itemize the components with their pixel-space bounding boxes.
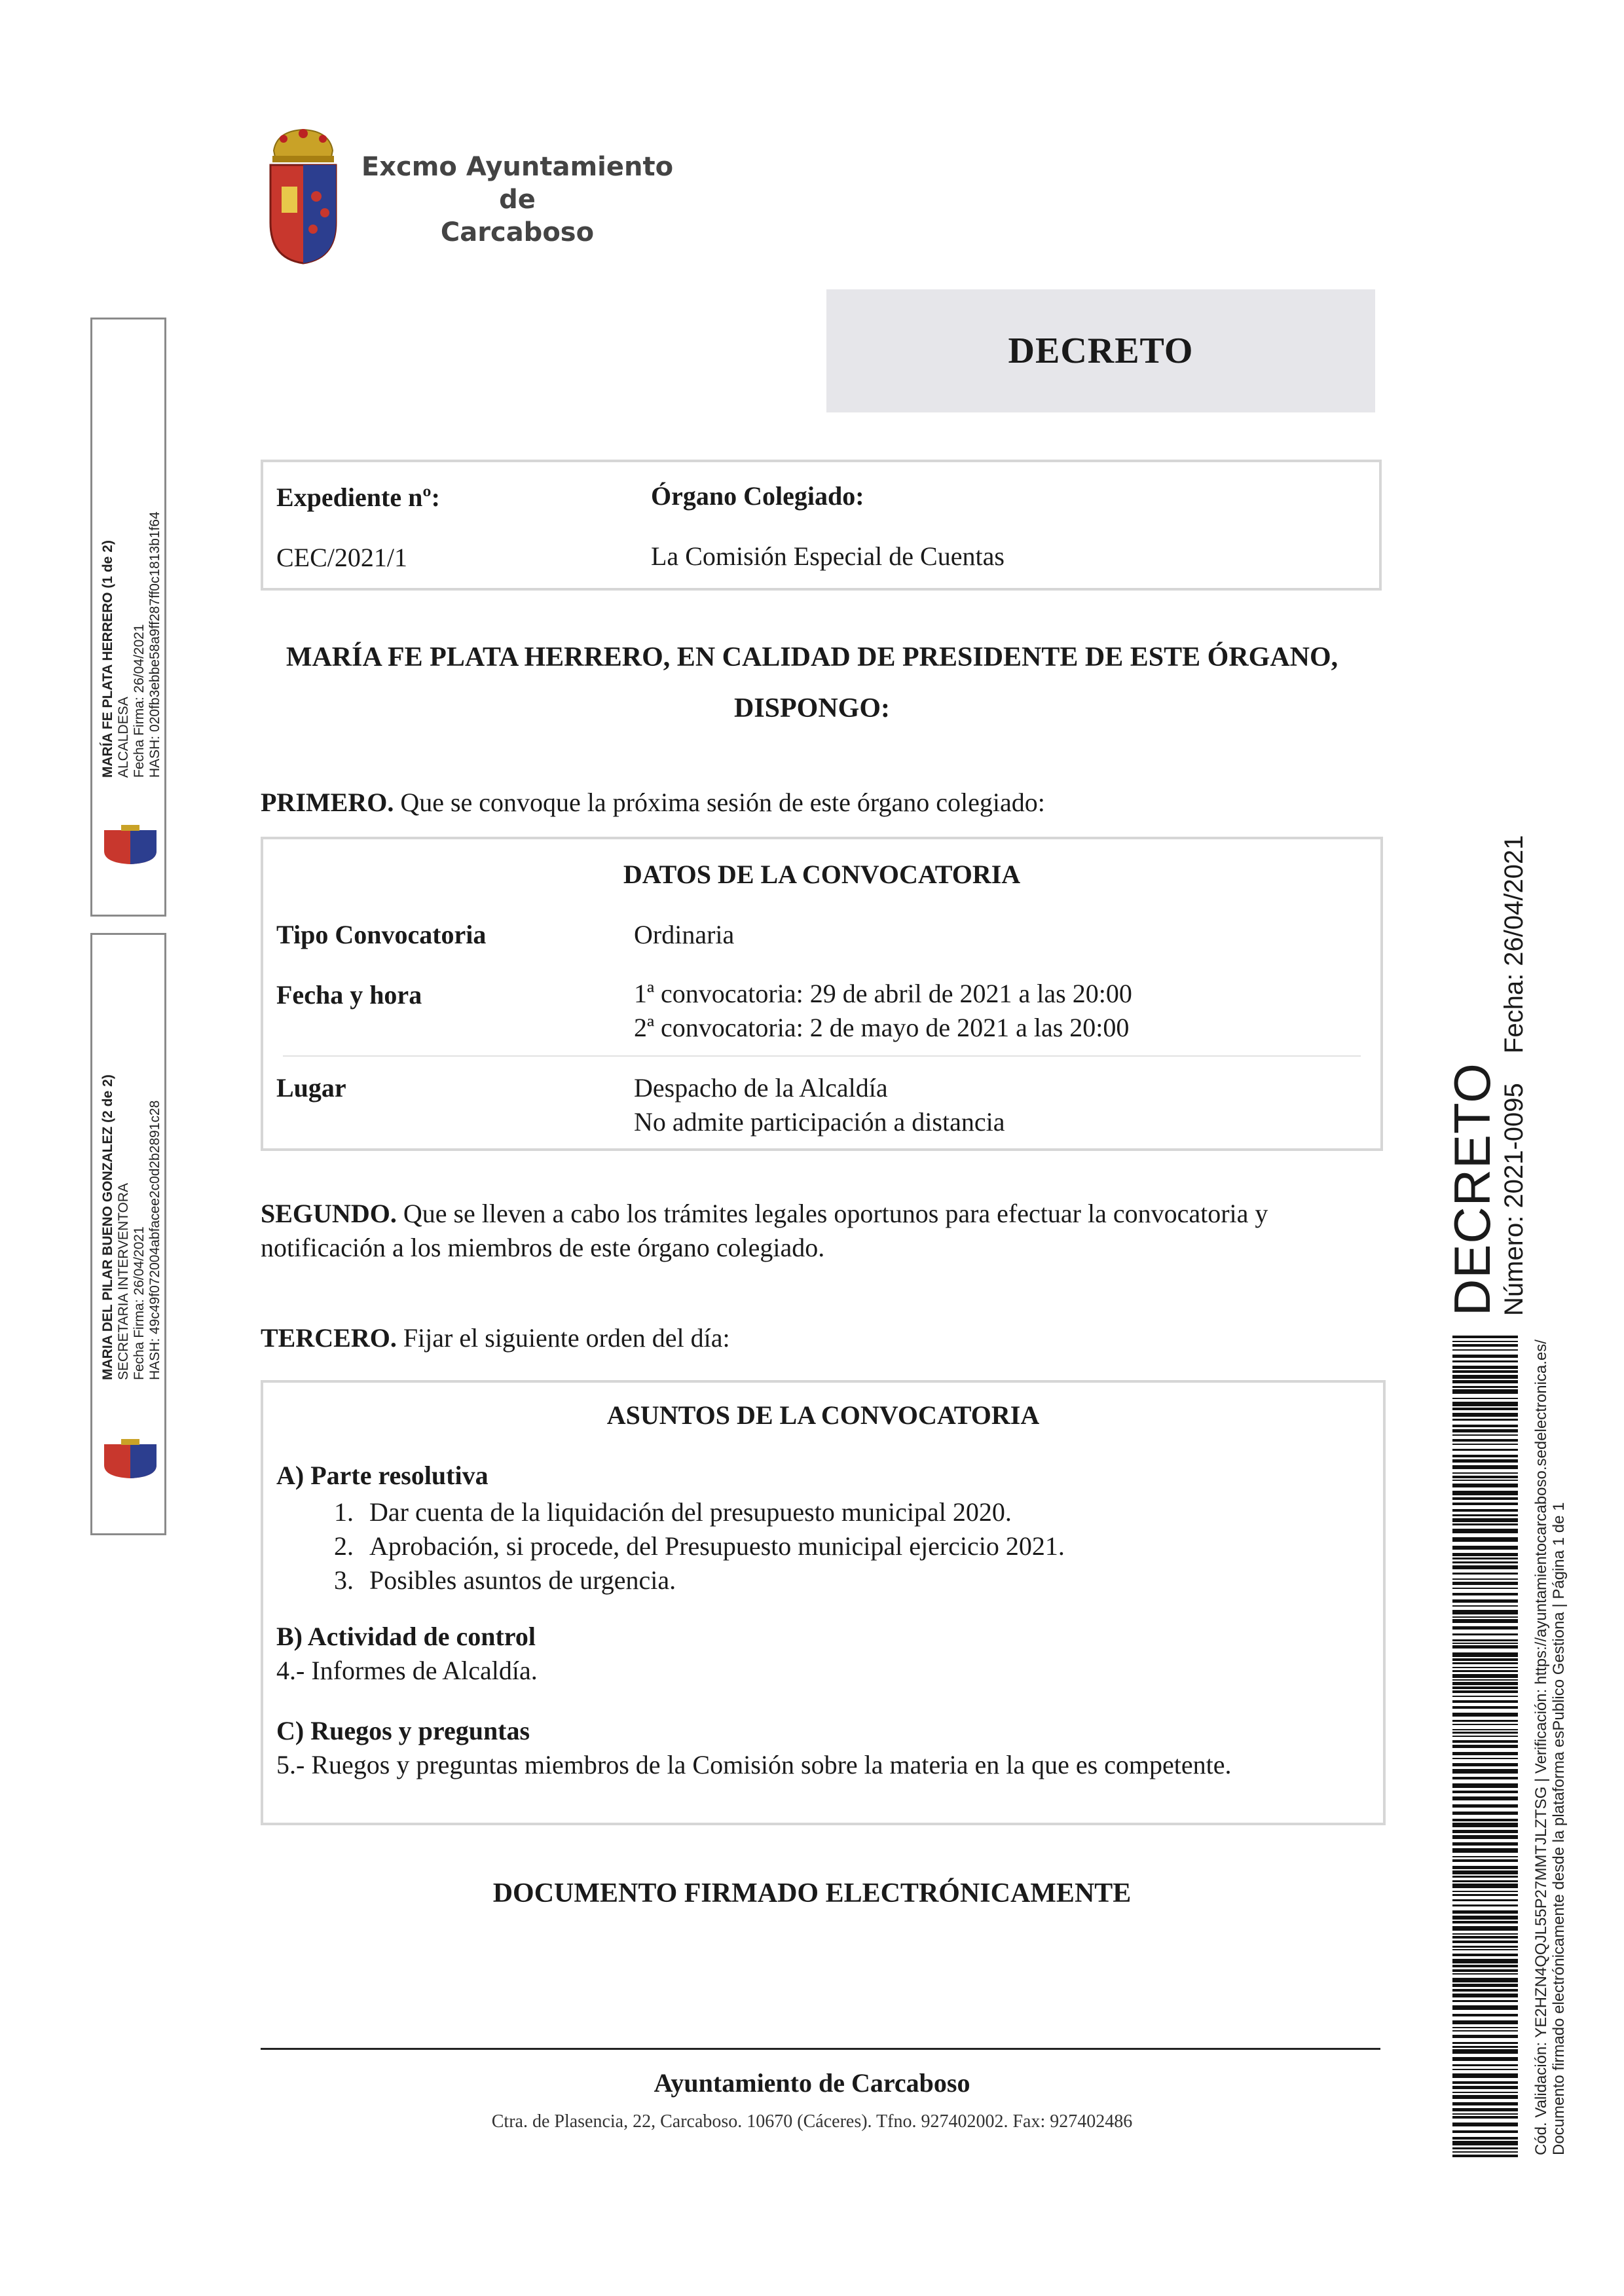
barcode-bar [1452,1823,1518,1827]
lugar-label: Lugar [276,1073,346,1102]
barcode-bar [1452,1804,1518,1808]
barcode-bar [1452,1835,1518,1839]
section-b-item: 4.- Informes de Alcaldía. [276,1656,538,1685]
barcode-bar [1452,2113,1518,2115]
barcode-bar [1452,2086,1518,2089]
document-type-title: DECRETO [1008,331,1194,371]
signed-electronically-notice: DOCUMENTO FIRMADO ELECTRÓNICAMENTE [492,1878,1132,1908]
barcode-bar [1452,1366,1518,1369]
barcode-bar [1452,2035,1518,2038]
barcode-bar [1452,1969,1518,1972]
org-line-3: Carcaboso [440,217,595,247]
barcode-bar [1452,2108,1518,2111]
barcode-bar [1452,1472,1518,1474]
barcode-bar [1452,1645,1518,1649]
barcode-bar [1452,1588,1518,1589]
stamp-decreto: DECRETO [1443,1063,1501,1316]
barcode-bar [1452,1573,1518,1575]
section-c-heading: C) Ruegos y preguntas [276,1716,530,1745]
intro-line-1: MARÍA FE PLATA HERRERO, EN CALIDAD DE PRESIDENTE DE ESTE ÓRGANO, [286,642,1338,672]
footer-org-name: Ayuntamiento de Carcaboso [654,2068,970,2098]
primero-paragraph [261,786,1387,820]
barcode-bar [1452,1674,1518,1678]
barcode-bar [1452,1713,1518,1717]
barcode-bar [1452,2049,1518,2054]
barcode-bar [1452,1720,1518,1722]
barcode-bar [1452,2147,1518,2149]
footer-address: Ctra. de Plasencia, 22, Carcaboso. 10670 (Cáceres). Tfno. 927402002. Fax: 927402486 [491,2111,1133,2132]
signature-1-shield-icon [101,825,159,866]
barcode-bar [1452,1973,1518,1975]
item-number: 1. [334,1497,354,1527]
barcode-bar [1452,1398,1518,1399]
barcode-bar [1452,1491,1518,1495]
barcode-bar [1452,1476,1518,1478]
barcode-bar [1452,1658,1518,1661]
barcode-bar [1452,1769,1518,1774]
barcode-bar [1452,1682,1518,1685]
barcode-bar [1452,1434,1518,1436]
barcode-bar [1452,1375,1518,1379]
barcode-bar [1452,1894,1518,1896]
barcode-bar [1452,1537,1518,1542]
convocatoria-divider [283,1055,1361,1057]
barcode-bar [1452,2102,1518,2105]
item-number: 2. [334,1531,354,1561]
lugar-line-1: Despacho de la Alcaldía [634,1073,888,1102]
barcode-bar [1452,2123,1518,2126]
barcode-bar [1452,1891,1518,1892]
barcode-bar [1452,1444,1518,1445]
barcode-bar [1452,1349,1518,1351]
barcode-bar [1452,1859,1518,1862]
list-item [334,1495,1012,1529]
barcode-bar [1452,1336,1518,1338]
convocatoria-box [261,837,1383,1151]
item-text: Aprobación, si procede, del Presupuesto municipal ejercicio 2021. [369,1531,1065,1561]
item-text: Posibles asuntos de urgencia. [369,1565,676,1595]
stamp-date: Fecha: 26/04/2021 [1500,835,1528,1054]
barcode-bar [1452,2141,1518,2145]
barcode-bar [1452,1344,1518,1347]
barcode-bar [1452,1724,1518,1725]
barcode-bar [1452,1984,1518,1987]
barcode-bar [1452,1916,1518,1920]
barcode-bar [1452,1558,1518,1559]
barcode-bar [1452,1740,1518,1743]
barcode-bar [1452,1370,1518,1373]
expediente-box [261,460,1382,591]
barcode-bar [1452,1745,1518,1748]
municipality-name [347,151,688,249]
barcode-bar [1452,1503,1518,1505]
barcode-bar [1452,1355,1518,1358]
barcode-bar [1452,1509,1518,1512]
asuntos-box [261,1380,1386,1825]
intro-line-2: DISPONGO: [733,693,890,723]
barcode-bar [1452,1791,1518,1793]
section-a-heading: A) Parte resolutiva [276,1461,489,1490]
segundo-text-line-1: Que se lleven a cabo los trámites legales oportunos para efectuar la convocatoria y [403,1199,1268,1228]
barcode-bar [1452,1529,1518,1533]
barcode-bar [1452,1553,1518,1556]
barcode-bar [1452,1670,1518,1672]
barcode-bar [1452,1796,1518,1800]
primero-label: PRIMERO. [261,788,394,817]
barcode-bar [1452,1449,1518,1451]
barcode-bar [1452,1819,1518,1821]
tipo-label: Tipo Convocatoria [276,920,487,949]
barcode-bar [1452,2116,1518,2119]
barcode-bar [1452,1946,1518,1948]
barcode-bar [1452,2057,1518,2061]
signer-2-role: SECRETARIA INTERVENTORA [116,1182,131,1380]
barcode-bar [1452,1633,1518,1635]
barcode-bar [1452,1480,1518,1481]
barcode-bar [1452,1736,1518,1737]
barcode-bar [1452,1386,1518,1388]
barcode-bar [1452,1643,1518,1644]
barcode-bar [1452,2064,1518,2066]
stamp-number-date [1500,835,1528,1317]
barcode-bar [1452,1994,1518,1997]
barcode-bar [1452,1856,1518,1857]
barcode-bar [1452,1578,1518,1580]
barcode-bar [1452,1619,1518,1623]
fecha-line-2: 2ª convocatoria: 2 de mayo de 2021 a las 20:00 [634,1013,1130,1042]
barcode-bar [1452,1561,1518,1563]
barcode-bar [1452,1518,1518,1522]
barcode-bar [1452,2095,1518,2099]
barcode-bar [1452,1866,1518,1869]
barcode-bar [1452,1870,1518,1874]
signature-2-text [100,1074,163,1380]
barcode-bar [1452,1989,1518,1992]
organo-label: Órgano Colegiado: [651,481,864,511]
verification-line-1: Cód. Validación: YE2HZN4QQJL55P27MMTJLZTSG | Verificación: https://ayuntamientocarcaboso.sedelectronica.es/ [1532,1339,1550,2155]
barcode-bar [1452,1639,1518,1641]
barcode-bar [1452,1690,1518,1693]
barcode-bar [1452,1842,1518,1846]
barcode-bar [1452,2073,1518,2078]
barcode-bar [1452,1933,1518,1935]
asuntos-title: ASUNTOS DE LA CONVOCATORIA [606,1400,1040,1430]
barcode-bar [1452,1667,1518,1668]
barcode-bar [1452,2092,1518,2093]
barcode-bar [1452,1419,1518,1421]
barcode-bar [1452,1599,1518,1603]
segundo-label: SEGUNDO. [261,1199,397,1228]
stamp-number: Número: 2021-0095 [1500,1083,1528,1316]
barcode-bar [1452,1926,1518,1931]
municipal-coat-of-arms [261,124,346,268]
expediente-label: Expediente nº: [276,483,440,512]
barcode-bar [1452,1830,1518,1833]
tipo-value: Ordinaria [634,920,735,949]
lugar-line-2: No admite participación a distancia [634,1107,1005,1137]
item-text: Dar cuenta de la liquidación del presupuesto municipal 2020. [369,1497,1012,1527]
section-c-item: 5.- Ruegos y preguntas miembros de la Comisión sobre la materia en la que es competente. [276,1750,1232,1779]
barcode-bar [1452,1904,1518,1906]
barcode-bar [1452,2081,1518,2084]
barcode-bar [1452,2042,1518,2044]
barcode-bar [1452,1880,1518,1882]
barcode-bar [1452,1978,1518,1982]
footer-rule [261,2048,1380,2050]
verification-text [1532,1339,1568,2155]
fecha-line-1: 1ª convocatoria: 29 de abril de 2021 a las 20:00 [634,979,1132,1008]
barcode-bar [1452,2005,1518,2010]
barcode-bar [1452,1605,1518,1607]
barcode-bar [1452,2000,1518,2002]
item-number: 3. [334,1565,354,1595]
barcode-bar [1452,1465,1518,1469]
barcode-bar [1452,1729,1518,1730]
barcode-bar [1452,1652,1518,1657]
barcode-bar [1452,1921,1518,1923]
barcode-bar [1452,1565,1518,1569]
barcode-bar [1452,1546,1518,1550]
signature-block-1 [90,318,166,917]
segundo-text-line-2: notificación a los miembros de este órgano colegiado. [261,1233,825,1262]
barcode-bar [1452,2027,1518,2028]
barcode-bar [1452,1582,1518,1585]
barcode-bar [1452,2020,1518,2024]
barcode-bar [1452,2014,1518,2016]
barcode-bar [1452,1876,1518,1878]
barcode-bar [1452,1413,1518,1417]
barcode-bar [1452,2130,1518,2133]
primero-text: Que se convoque la próxima sesión de este órgano colegiado: [400,788,1045,817]
tercero-paragraph [261,1321,1387,1355]
barcode-bar [1452,1936,1518,1939]
barcode-bar [1452,1662,1518,1664]
barcode-bar [1452,1696,1518,1697]
barcode-bar [1452,1610,1518,1614]
convocatoria-title: DATOS DE LA CONVOCATORIA [623,860,1021,889]
signature-1-text [100,511,163,778]
barcode-bar [1452,1459,1518,1463]
barcode-bar [1452,1910,1518,1914]
barcode-bar [1452,1626,1518,1630]
barcode-bar [1452,1429,1518,1432]
tercero-text: Fijar el siguiente orden del día: [403,1323,730,1353]
verification-line-2: Documento firmado electrónicamente desde la plataforma esPublico Gestiona | Página 1 de 1 [1550,1502,1568,2155]
barcode-bar [1452,1425,1518,1427]
expediente-value: CEC/2021/1 [276,543,408,572]
list-item [334,1529,1065,1563]
barcode-bar [1452,1732,1518,1734]
barcode-bar [1452,1455,1518,1457]
signer-2-date: Fecha Firma: 26/04/2021 [132,1226,147,1380]
barcode-bar [1452,1899,1518,1901]
barcode-bar [1452,1686,1518,1689]
barcode-bar [1452,1700,1518,1703]
barcode-bar [1452,1679,1518,1681]
barcode-bar [1452,1616,1518,1618]
list-item [334,1563,676,1597]
barcode-bar [1452,1783,1518,1788]
barcode-bar [1452,1402,1518,1406]
signer-2-hash: HASH: 49c49f072004abfacee2c0d2b2891c28 [147,1100,162,1380]
barcode-bar [1452,1959,1518,1963]
barcode-bar [1452,1497,1518,1500]
barcode-bar [1452,1777,1518,1779]
barcode-bar [1452,1389,1518,1394]
barcode-bar [1452,1360,1518,1362]
signer-1-role: ALCALDESA [116,697,131,778]
barcode-bar [1452,1949,1518,1950]
signature-2-shield-icon [101,1439,159,1480]
signer-1-name: MARÍA FE PLATA HERRERO (1 de 2) [100,540,115,778]
section-b-heading: B) Actividad de control [276,1622,536,1651]
segundo-paragraph [261,1197,1387,1265]
org-line-1: Excmo Ayuntamiento [361,152,674,182]
barcode-bar [1452,1514,1518,1516]
barcode-bar [1452,2155,1518,2157]
barcode-bar [1452,1812,1518,1815]
tercero-label: TERCERO. [261,1323,397,1353]
fecha-label: Fecha y hora [276,980,422,1010]
barcode-bar [1452,1380,1518,1383]
barcode-bar [1452,1706,1518,1709]
barcode-bar [1452,1523,1518,1525]
barcode-bar [1452,1439,1518,1442]
barcode-bar [1452,1758,1518,1759]
barcode-bar [1452,1752,1518,1755]
barcode-bar [1452,1848,1518,1853]
barcode-bar [1452,2151,1518,2153]
barcode-bar [1452,2046,1518,2048]
barcode-bar [1452,2030,1518,2032]
barcode-bar [1452,1763,1518,1766]
barcode-bar [1452,1484,1518,1487]
barcode-bar [1452,1341,1518,1342]
signature-block-2 [90,933,166,1535]
barcode-bar [1452,1884,1518,1888]
barcode-bar [1452,1965,1518,1967]
barcode-bar [1452,1941,1518,1943]
org-line-2: de [499,185,536,215]
barcode-bar [1452,2137,1518,2140]
barcode-bar [1452,1408,1518,1410]
document-type-banner [826,289,1375,412]
signer-1-date: Fecha Firma: 26/04/2021 [132,624,147,778]
organo-value: La Comisión Especial de Cuentas [651,541,1005,571]
signer-1-hash: HASH: 020fb3ebbe58a9ff287ff0c1813b1f64 [147,511,162,778]
barcode-bar [1452,2069,1518,2070]
validation-barcode [1452,1336,1518,2160]
signer-2-name: MARIA DEL PILAR BUENO GONZALEZ (2 de 2) [100,1074,115,1380]
barcode-bar [1452,1593,1518,1595]
barcode-bar [1452,1954,1518,1956]
